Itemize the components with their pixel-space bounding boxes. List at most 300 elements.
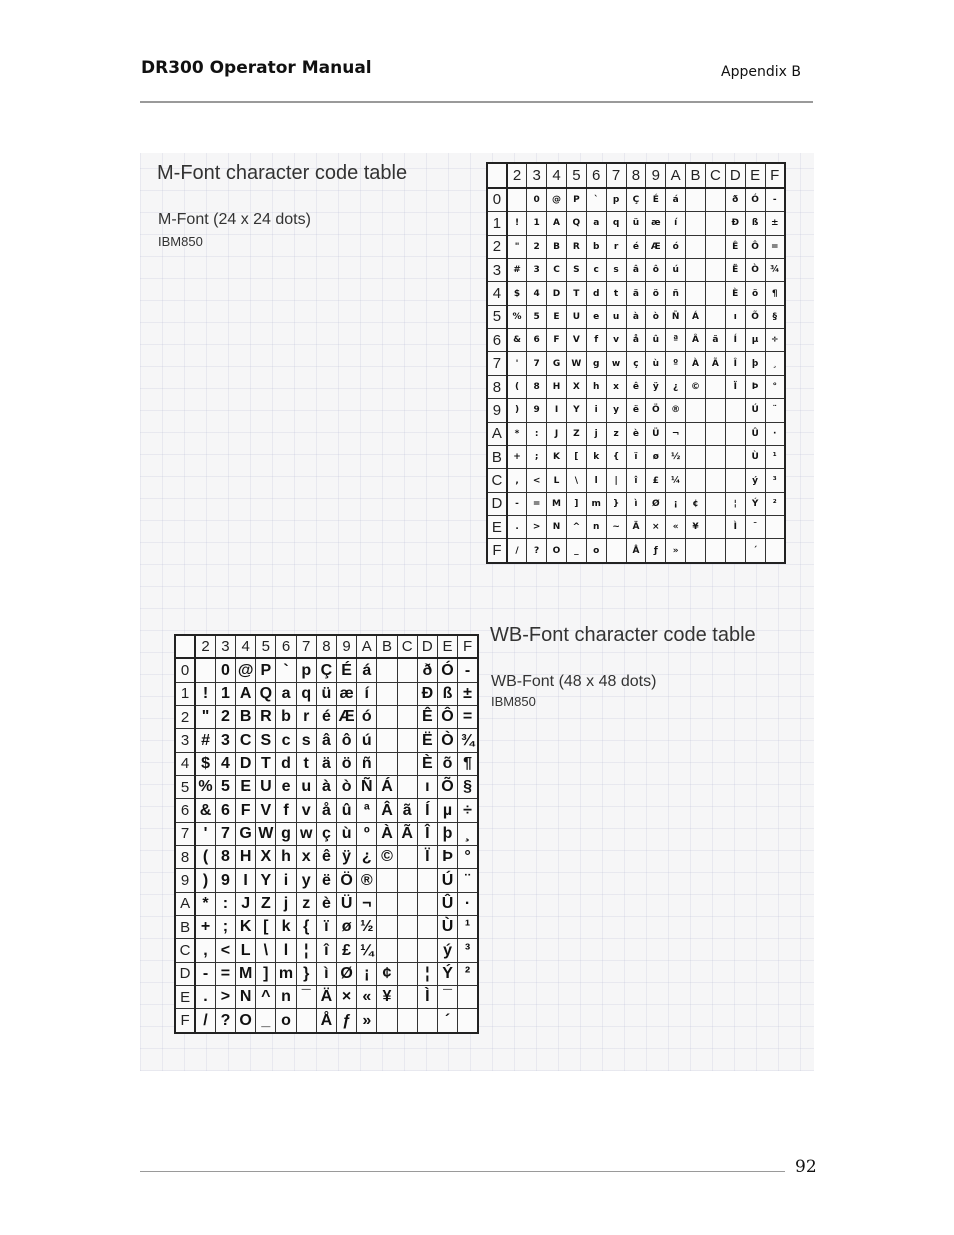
character-cell: ¢ bbox=[377, 962, 397, 985]
character-cell: > bbox=[527, 516, 547, 539]
character-cell: î bbox=[316, 939, 336, 962]
character-cell: µ bbox=[745, 329, 765, 352]
character-cell: - bbox=[507, 492, 527, 515]
character-cell bbox=[705, 282, 725, 305]
character-cell: î bbox=[626, 469, 646, 492]
m-font-title: M-Font character code table bbox=[157, 162, 408, 184]
character-cell: ù bbox=[337, 822, 357, 845]
character-cell: / bbox=[195, 1009, 215, 1033]
character-cell bbox=[377, 729, 397, 752]
character-cell: ð bbox=[417, 658, 437, 682]
character-cell: 4 bbox=[215, 752, 235, 775]
character-cell: ² bbox=[765, 492, 785, 515]
character-cell: ³ bbox=[765, 469, 785, 492]
row-header: A bbox=[175, 892, 195, 915]
character-cell bbox=[417, 1009, 437, 1033]
character-cell bbox=[377, 658, 397, 682]
character-cell: y bbox=[296, 869, 316, 892]
character-cell: v bbox=[296, 799, 316, 822]
character-cell: û bbox=[337, 799, 357, 822]
character-cell: ' bbox=[507, 352, 527, 375]
character-cell: ¹ bbox=[458, 916, 478, 939]
character-cell: Û bbox=[745, 422, 765, 445]
character-cell: m bbox=[276, 962, 296, 985]
character-cell: È bbox=[417, 752, 437, 775]
character-cell: Q bbox=[566, 212, 586, 235]
character-cell: ; bbox=[527, 445, 547, 468]
character-cell: x bbox=[606, 375, 626, 398]
character-cell: Ã bbox=[397, 822, 417, 845]
character-cell bbox=[397, 706, 417, 729]
character-cell: ¢ bbox=[686, 492, 706, 515]
page-number: 92 bbox=[795, 1157, 817, 1177]
character-cell: Z bbox=[566, 422, 586, 445]
character-cell: Þ bbox=[745, 375, 765, 398]
character-cell: I bbox=[547, 399, 567, 422]
row-header: 7 bbox=[175, 822, 195, 845]
character-cell: ? bbox=[527, 539, 547, 563]
character-cell: ø bbox=[337, 916, 357, 939]
row-header: F bbox=[175, 1009, 195, 1033]
character-cell: , bbox=[507, 469, 527, 492]
table-row bbox=[175, 658, 478, 682]
character-cell: - bbox=[195, 962, 215, 985]
character-cell: X bbox=[256, 846, 276, 869]
character-cell: 9 bbox=[215, 869, 235, 892]
row-header: 7 bbox=[487, 352, 507, 375]
character-cell: â bbox=[316, 729, 336, 752]
character-cell: » bbox=[666, 539, 686, 563]
character-cell: þ bbox=[745, 352, 765, 375]
character-cell: ò bbox=[337, 776, 357, 799]
character-cell bbox=[296, 1009, 316, 1033]
character-cell bbox=[705, 375, 725, 398]
character-cell: É bbox=[337, 658, 357, 682]
character-cell: H bbox=[547, 375, 567, 398]
character-cell: f bbox=[276, 799, 296, 822]
character-cell bbox=[705, 399, 725, 422]
column-header: A bbox=[666, 163, 686, 188]
column-header: 4 bbox=[547, 163, 567, 188]
character-cell: Á bbox=[377, 776, 397, 799]
character-cell: = bbox=[765, 235, 785, 258]
character-cell: L bbox=[547, 469, 567, 492]
character-cell: õ bbox=[437, 752, 457, 775]
character-cell: ( bbox=[195, 846, 215, 869]
column-header: 9 bbox=[337, 635, 357, 658]
character-cell: ª bbox=[666, 329, 686, 352]
row-header: 4 bbox=[487, 282, 507, 305]
character-cell: Ì bbox=[725, 516, 745, 539]
character-cell: ã bbox=[397, 799, 417, 822]
character-cell: ¯ bbox=[296, 986, 316, 1009]
row-header: 5 bbox=[487, 305, 507, 328]
character-cell: ñ bbox=[357, 752, 377, 775]
column-header: 8 bbox=[626, 163, 646, 188]
corner-cell bbox=[487, 163, 507, 188]
row-header: B bbox=[487, 445, 507, 468]
character-cell: ( bbox=[507, 375, 527, 398]
character-cell bbox=[686, 399, 706, 422]
character-cell: H bbox=[236, 846, 256, 869]
character-cell: Á bbox=[686, 305, 706, 328]
character-cell: Å bbox=[316, 1009, 336, 1033]
character-cell: * bbox=[195, 892, 215, 915]
character-cell: ; bbox=[215, 916, 235, 939]
character-cell: ÿ bbox=[337, 846, 357, 869]
character-cell: õ bbox=[745, 282, 765, 305]
character-cell bbox=[725, 469, 745, 492]
character-cell: = bbox=[458, 706, 478, 729]
character-cell: × bbox=[337, 986, 357, 1009]
row-header: A bbox=[487, 422, 507, 445]
character-cell: M bbox=[236, 962, 256, 985]
character-cell: a bbox=[586, 212, 606, 235]
wb-font-subtitle: WB-Font (48 x 48 dots) bbox=[491, 673, 657, 690]
character-cell bbox=[397, 729, 417, 752]
character-cell: # bbox=[507, 258, 527, 281]
character-cell: _ bbox=[566, 539, 586, 563]
column-header: 5 bbox=[256, 635, 276, 658]
character-cell: ª bbox=[357, 799, 377, 822]
character-cell: ¼ bbox=[357, 939, 377, 962]
character-cell: Æ bbox=[337, 706, 357, 729]
character-cell: Ç bbox=[316, 658, 336, 682]
character-cell: º bbox=[357, 822, 377, 845]
character-cell bbox=[195, 658, 215, 682]
table-row bbox=[487, 352, 785, 375]
character-cell: C bbox=[236, 729, 256, 752]
character-cell bbox=[397, 869, 417, 892]
m-font-subtitle: M-Font (24 x 24 dots) bbox=[158, 211, 311, 228]
character-cell: Ý bbox=[437, 962, 457, 985]
character-cell bbox=[397, 658, 417, 682]
character-cell: A bbox=[547, 212, 567, 235]
row-header: 9 bbox=[487, 399, 507, 422]
character-cell: k bbox=[276, 916, 296, 939]
character-cell: ¶ bbox=[458, 752, 478, 775]
table-row bbox=[487, 399, 785, 422]
character-cell: ú bbox=[357, 729, 377, 752]
character-cell: A bbox=[236, 682, 256, 705]
character-cell: Ý bbox=[745, 492, 765, 515]
character-cell: ~ bbox=[606, 516, 626, 539]
character-cell: ¸ bbox=[765, 352, 785, 375]
character-cell: ® bbox=[357, 869, 377, 892]
character-cell: $ bbox=[507, 282, 527, 305]
character-cell: § bbox=[458, 776, 478, 799]
character-cell: S bbox=[256, 729, 276, 752]
row-header: 3 bbox=[175, 729, 195, 752]
character-cell: £ bbox=[337, 939, 357, 962]
column-header: D bbox=[417, 635, 437, 658]
row-header: 8 bbox=[175, 846, 195, 869]
character-cell: o bbox=[276, 1009, 296, 1033]
column-header: 8 bbox=[316, 635, 336, 658]
row-header: D bbox=[487, 492, 507, 515]
character-cell: 1 bbox=[215, 682, 235, 705]
table-row bbox=[487, 469, 785, 492]
character-cell: L bbox=[236, 939, 256, 962]
character-cell: û bbox=[646, 329, 666, 352]
character-cell: d bbox=[586, 282, 606, 305]
character-cell: k bbox=[586, 445, 606, 468]
character-cell: ^ bbox=[256, 986, 276, 1009]
character-cell: t bbox=[296, 752, 316, 775]
character-cell bbox=[507, 188, 527, 212]
character-cell: ] bbox=[256, 962, 276, 985]
character-cell bbox=[606, 539, 626, 563]
character-cell: ì bbox=[316, 962, 336, 985]
character-cell: _ bbox=[256, 1009, 276, 1033]
character-cell: ò bbox=[646, 305, 666, 328]
character-cell bbox=[397, 986, 417, 1009]
character-cell: ê bbox=[316, 846, 336, 869]
row-header: 1 bbox=[487, 212, 507, 235]
row-header: 0 bbox=[487, 188, 507, 212]
character-cell: ¦ bbox=[725, 492, 745, 515]
character-cell: q bbox=[606, 212, 626, 235]
character-cell: Ê bbox=[417, 706, 437, 729]
character-cell: $ bbox=[195, 752, 215, 775]
character-cell: r bbox=[296, 706, 316, 729]
character-cell: â bbox=[626, 258, 646, 281]
table-row bbox=[487, 445, 785, 468]
header-divider bbox=[140, 101, 813, 103]
character-cell: è bbox=[626, 422, 646, 445]
character-cell: ù bbox=[646, 352, 666, 375]
character-cell bbox=[725, 422, 745, 445]
character-cell: ä bbox=[316, 752, 336, 775]
row-header: C bbox=[487, 469, 507, 492]
character-cell: 0 bbox=[527, 188, 547, 212]
character-cell: ı bbox=[725, 305, 745, 328]
character-cell: ¸ bbox=[458, 822, 478, 845]
character-cell: þ bbox=[437, 822, 457, 845]
character-cell bbox=[377, 1009, 397, 1033]
character-cell: Î bbox=[725, 352, 745, 375]
character-cell: ¡ bbox=[666, 492, 686, 515]
character-cell: 7 bbox=[215, 822, 235, 845]
character-cell: K bbox=[547, 445, 567, 468]
character-cell bbox=[686, 445, 706, 468]
table-row bbox=[175, 939, 478, 962]
character-cell: « bbox=[357, 986, 377, 1009]
table-row bbox=[487, 212, 785, 235]
character-cell: v bbox=[606, 329, 626, 352]
table-row bbox=[175, 682, 478, 705]
character-cell bbox=[377, 706, 397, 729]
character-cell: Q bbox=[256, 682, 276, 705]
character-cell: Æ bbox=[646, 235, 666, 258]
character-cell: r bbox=[606, 235, 626, 258]
character-cell: Ü bbox=[337, 892, 357, 915]
header-row bbox=[487, 163, 785, 188]
character-cell: Ï bbox=[725, 375, 745, 398]
table-row bbox=[487, 188, 785, 212]
character-cell: , bbox=[195, 939, 215, 962]
character-cell: N bbox=[236, 986, 256, 1009]
character-cell: h bbox=[276, 846, 296, 869]
character-cell: Í bbox=[725, 329, 745, 352]
table-row bbox=[175, 799, 478, 822]
character-cell bbox=[686, 282, 706, 305]
table-row bbox=[487, 258, 785, 281]
table-row bbox=[487, 329, 785, 352]
character-cell: ƒ bbox=[646, 539, 666, 563]
character-cell: ë bbox=[626, 399, 646, 422]
character-cell: Y bbox=[566, 399, 586, 422]
character-cell: E bbox=[547, 305, 567, 328]
character-cell bbox=[705, 492, 725, 515]
character-cell: f bbox=[586, 329, 606, 352]
character-cell: u bbox=[606, 305, 626, 328]
character-cell: 0 bbox=[215, 658, 235, 682]
character-cell: 8 bbox=[527, 375, 547, 398]
character-cell: µ bbox=[437, 799, 457, 822]
table-row bbox=[487, 375, 785, 398]
character-cell bbox=[397, 846, 417, 869]
character-cell: ÿ bbox=[646, 375, 666, 398]
character-cell: ç bbox=[316, 822, 336, 845]
table-row bbox=[175, 752, 478, 775]
character-cell: F bbox=[236, 799, 256, 822]
character-cell: ° bbox=[458, 846, 478, 869]
character-cell: { bbox=[606, 445, 626, 468]
character-cell: K bbox=[236, 916, 256, 939]
character-cell: G bbox=[547, 352, 567, 375]
character-cell: Ë bbox=[725, 258, 745, 281]
character-cell: Ó bbox=[745, 188, 765, 212]
character-cell: & bbox=[195, 799, 215, 822]
table-row bbox=[487, 422, 785, 445]
character-cell: © bbox=[686, 375, 706, 398]
character-cell: Ú bbox=[437, 869, 457, 892]
character-cell: Ó bbox=[437, 658, 457, 682]
character-cell: ` bbox=[586, 188, 606, 212]
column-header: 5 bbox=[566, 163, 586, 188]
row-header: F bbox=[487, 539, 507, 563]
column-header: 6 bbox=[586, 163, 606, 188]
character-cell bbox=[765, 539, 785, 563]
column-header: F bbox=[765, 163, 785, 188]
character-cell: V bbox=[256, 799, 276, 822]
character-cell: · bbox=[458, 892, 478, 915]
column-header: A bbox=[357, 635, 377, 658]
character-cell: « bbox=[666, 516, 686, 539]
character-cell: 3 bbox=[527, 258, 547, 281]
character-cell: Ø bbox=[646, 492, 666, 515]
character-cell: e bbox=[586, 305, 606, 328]
character-cell: p bbox=[296, 658, 316, 682]
character-cell: À bbox=[686, 352, 706, 375]
character-cell: Ð bbox=[725, 212, 745, 235]
character-cell: è bbox=[316, 892, 336, 915]
column-header: B bbox=[686, 163, 706, 188]
character-cell: b bbox=[586, 235, 606, 258]
character-cell: ƒ bbox=[337, 1009, 357, 1033]
character-cell: ¯ bbox=[437, 986, 457, 1009]
character-cell bbox=[417, 916, 437, 939]
row-header: 8 bbox=[487, 375, 507, 398]
character-cell: : bbox=[527, 422, 547, 445]
character-cell: ² bbox=[458, 962, 478, 985]
character-cell: ? bbox=[215, 1009, 235, 1033]
character-cell: x bbox=[296, 846, 316, 869]
character-cell: ¾ bbox=[765, 258, 785, 281]
character-cell: u bbox=[296, 776, 316, 799]
character-cell: S bbox=[566, 258, 586, 281]
character-cell: á bbox=[666, 188, 686, 212]
column-header: 2 bbox=[195, 635, 215, 658]
table-row bbox=[487, 516, 785, 539]
character-cell bbox=[377, 682, 397, 705]
character-cell: \ bbox=[566, 469, 586, 492]
character-cell: Ò bbox=[437, 729, 457, 752]
character-cell bbox=[417, 869, 437, 892]
row-header: 2 bbox=[487, 235, 507, 258]
character-cell: + bbox=[195, 916, 215, 939]
character-cell: ð bbox=[725, 188, 745, 212]
character-cell: \ bbox=[256, 939, 276, 962]
character-cell: ä bbox=[626, 282, 646, 305]
character-cell: Ä bbox=[626, 516, 646, 539]
character-cell: g bbox=[586, 352, 606, 375]
character-cell: ï bbox=[316, 916, 336, 939]
character-cell bbox=[417, 892, 437, 915]
character-cell: ¬ bbox=[357, 892, 377, 915]
character-cell: " bbox=[507, 235, 527, 258]
character-cell bbox=[705, 235, 725, 258]
character-cell: U bbox=[256, 776, 276, 799]
character-cell: z bbox=[296, 892, 316, 915]
character-cell: Ö bbox=[646, 399, 666, 422]
character-cell bbox=[725, 399, 745, 422]
character-cell: % bbox=[507, 305, 527, 328]
character-cell: @ bbox=[236, 658, 256, 682]
section-label: Appendix B bbox=[721, 64, 801, 80]
character-cell bbox=[705, 469, 725, 492]
character-cell: [ bbox=[256, 916, 276, 939]
character-cell: W bbox=[256, 822, 276, 845]
character-cell: É bbox=[646, 188, 666, 212]
character-cell: í bbox=[357, 682, 377, 705]
column-header: B bbox=[377, 635, 397, 658]
table-row bbox=[175, 986, 478, 1009]
character-cell: % bbox=[195, 776, 215, 799]
character-cell: P bbox=[566, 188, 586, 212]
character-cell: 6 bbox=[215, 799, 235, 822]
character-cell: F bbox=[547, 329, 567, 352]
character-cell: Ë bbox=[417, 729, 437, 752]
character-cell bbox=[765, 516, 785, 539]
character-cell bbox=[686, 188, 706, 212]
character-cell: - bbox=[458, 658, 478, 682]
character-cell: * bbox=[507, 422, 527, 445]
table-row bbox=[487, 282, 785, 305]
character-cell: < bbox=[527, 469, 547, 492]
character-cell: X bbox=[566, 375, 586, 398]
character-cell: È bbox=[725, 282, 745, 305]
character-cell: Ô bbox=[437, 706, 457, 729]
character-cell: G bbox=[236, 822, 256, 845]
character-cell: ï bbox=[626, 445, 646, 468]
character-cell: # bbox=[195, 729, 215, 752]
character-cell: : bbox=[215, 892, 235, 915]
character-cell: 8 bbox=[215, 846, 235, 869]
character-cell: ô bbox=[337, 729, 357, 752]
column-header: 6 bbox=[276, 635, 296, 658]
